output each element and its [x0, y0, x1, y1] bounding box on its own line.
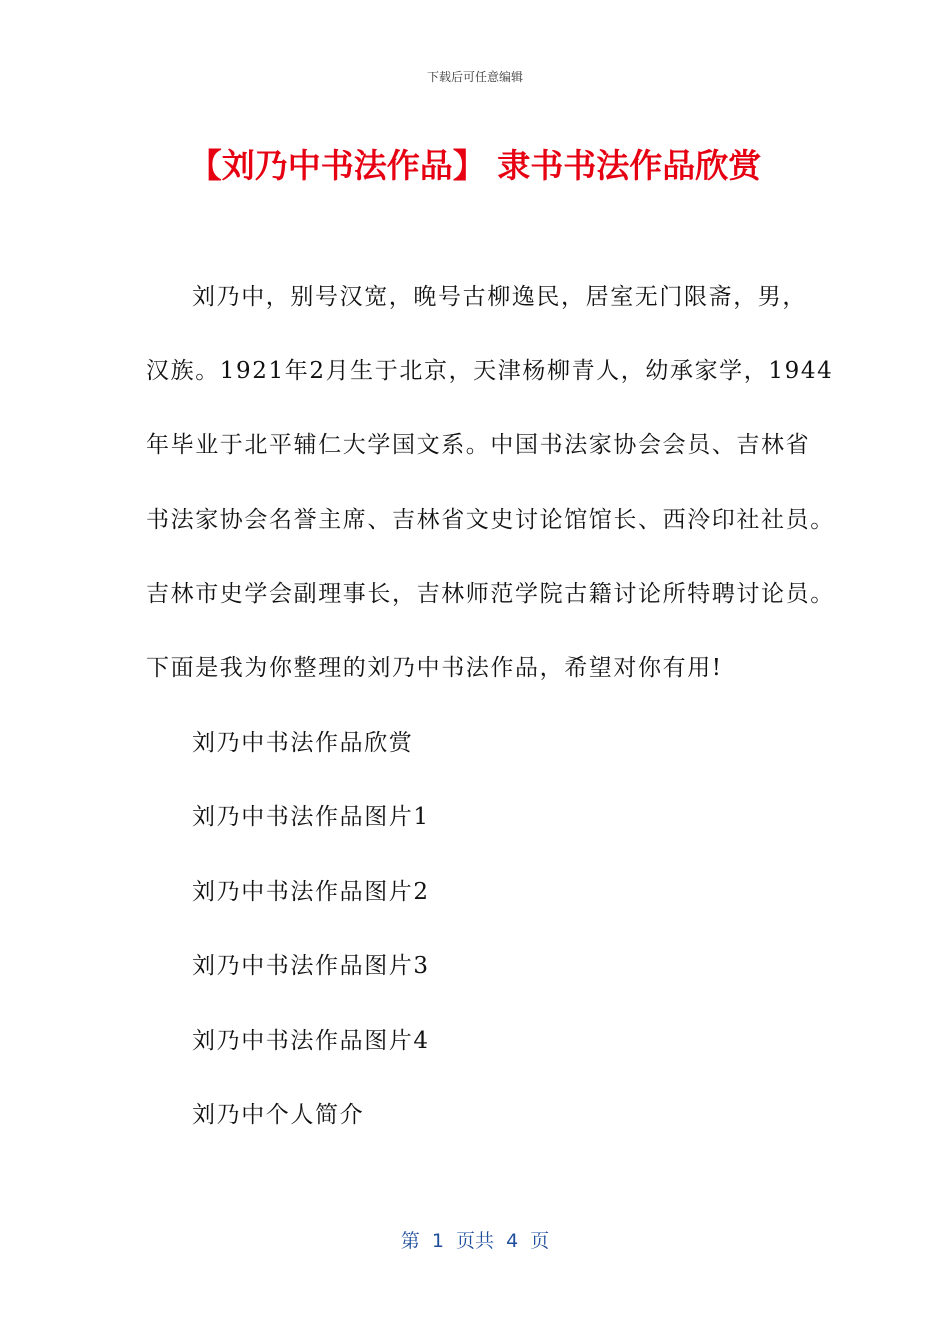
header-note: 下载后可任意编辑 [426, 70, 523, 84]
list-item: 刘乃中书法作品欣赏 [192, 730, 414, 756]
document-title: 【刘乃中书法作品】 隶书书法作品欣赏 [188, 146, 762, 185]
paragraph-line-1: 刘乃中，别号汉宽，晚号古柳逸民，居室无门限斋，男， [192, 284, 807, 310]
paragraph-line-5: 吉林市史学会副理事长，吉林师范学院古籍讨论所特聘讨论员。 [146, 581, 835, 607]
paragraph-line-3: 年毕业于北平辅仁大学国文系。中国书法家协会会员、吉林省 [146, 432, 811, 458]
paragraph-line-4: 书法家协会名誉主席、吉林省文史讨论馆馆长、西泠印社社员。 [146, 507, 835, 533]
list-item: 刘乃中书法作品图片4 [192, 1028, 430, 1054]
list-item: 刘乃中书法作品图片1 [192, 804, 430, 830]
list-item: 刘乃中书法作品图片3 [192, 953, 430, 979]
list-item: 刘乃中书法作品图片2 [192, 879, 430, 905]
page-footer: 第 1 页共 4 页 [400, 1230, 550, 1252]
paragraph-line-2: 汉族。1921年2月生于北京，天津杨柳青人，幼承家学，1944 [146, 358, 834, 384]
list-item: 刘乃中个人简介 [192, 1102, 365, 1128]
paragraph-line-6: 下面是我为你整理的刘乃中书法作品，希望对你有用! [146, 655, 723, 681]
